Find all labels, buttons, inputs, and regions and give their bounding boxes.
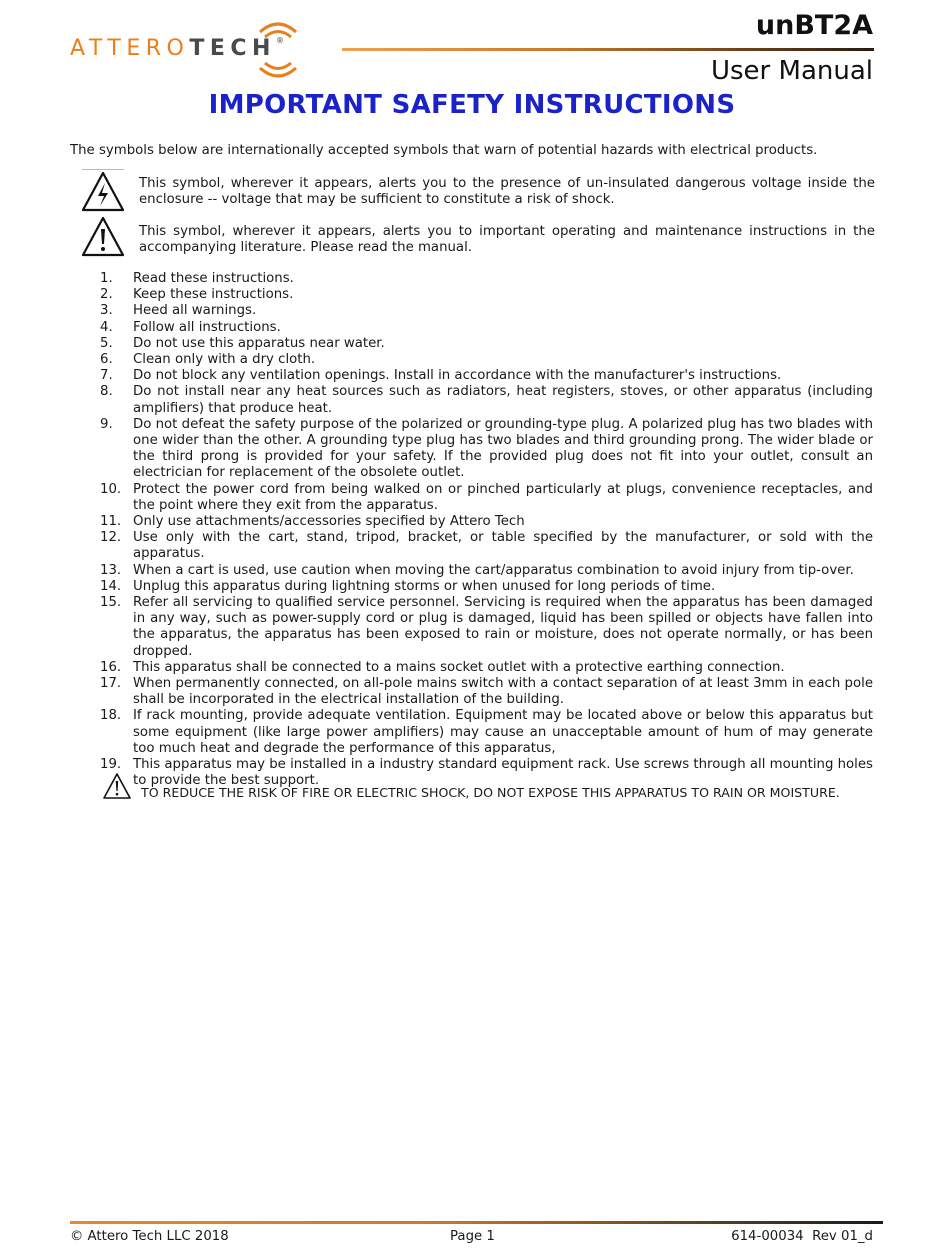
list-item: 1. Read these instructions. (100, 271, 294, 286)
attero-tech-logo (70, 18, 350, 82)
list-item: 7. Do not block any ventilation openings. Install in accordance with the manufacturer's instructions. (100, 368, 782, 384)
final-warning-text: TO REDUCE THE RISK OF FIRE OR ELECTRIC SHOCK, DO NOT EXPOSE THIS APPARATUS TO RAIN OR MOISTURE. (141, 785, 840, 800)
list-item: 17. When permanently connected, on all-pole mains switch with a contact separation of at least 3mm in each pole shall be incorporated in the electrical installation of the building. (100, 676, 873, 708)
final-warning (102, 772, 882, 802)
list-item: 2. Keep these instructions. (100, 287, 294, 303)
page-title: IMPORTANT SAFETY INSTRUCTIONS (208, 90, 736, 120)
list-item: 11. Only use attachments/accessories specified by Attero Tech (100, 514, 525, 530)
logo-wordmark-attero: ATTERO (70, 36, 190, 61)
footer-doc-number: 614-00034 Rev 01_d (731, 1229, 873, 1244)
safety-rules-list (70, 271, 873, 790)
header-rule (342, 48, 874, 51)
footer-page-number: Page 1 (450, 1229, 495, 1244)
list-item: 19. This apparatus may be installed in a industry standard equipment rack. Use screws through all mounting holes to provide the best support. (100, 757, 873, 789)
symbol-row-shock (80, 170, 875, 214)
logo-wordmark-tech: TECH (189, 36, 276, 61)
exclamation-warning-icon (80, 215, 126, 259)
document-type: User Manual (710, 56, 873, 86)
list-item: 14. Unplug this apparatus during lightning storms or when unused for long periods of time. (100, 578, 716, 594)
list-item: 9. Do not defeat the safety purpose of the polarized or grounding-type plug. A polarized plug has two blades with one wider than the other. A grounding type plug has two blades and third grounding prong. The wider blade or the third prong is provided for your safety. If the provided plug does not fit into your outlet, consult an electrician for replacement of the obsolete outlet. (100, 416, 873, 481)
list-item: 10. Protect the power cord from being walked on or pinched particularly at plugs, convenience receptacles, and the point where they exit from the apparatus. (100, 481, 873, 513)
symbol-caution-text: This symbol, wherever it appears, alerts you to important operating and maintenance instructions in the accompanying literature. Please read the manual. (139, 224, 875, 255)
list-item: 18. If rack mounting, provide adequate ventilation. Equipment may be located above or below this apparatus but some equipment (like large power amplifiers) may cause an unacceptable amount of hum of may generate too much heat and degrade the performance of this apparatus, (100, 708, 873, 756)
registered-mark: ® (275, 36, 284, 45)
list-item: 4. Follow all instructions. (100, 319, 281, 335)
list-item: 3. Heed all warnings. (100, 303, 257, 319)
product-name: unBT2A (755, 10, 873, 41)
footer-rule (70, 1221, 883, 1224)
list-item: 6. Clean only with a dry cloth. (100, 352, 316, 368)
list-item: 13. When a cart is used, use caution when moving the cart/apparatus combination to avoid injury from tip-over. (100, 562, 854, 578)
list-item: 8. Do not install near any heat sources such as radiators, heat registers, stoves, or other apparatus (including amplifiers) that produce heat. (100, 384, 873, 416)
logo-wordmark (70, 36, 284, 61)
lightning-warning-icon (80, 170, 126, 214)
list-item: 5. Do not use this apparatus near water. (100, 335, 385, 351)
list-item: 12. Use only with the cart, stand, tripod, bracket, or table specified by the manufacturer, or sold with the apparatus. (100, 530, 873, 562)
symbol-shock-text: This symbol, wherever it appears, alerts you to the presence of un-insulated dangerous voltage inside the enclosure -- voltage that may be sufficient to constitute a risk of shock. (139, 176, 875, 207)
symbol-row-caution (80, 215, 875, 259)
footer-copyright: © Attero Tech LLC 2018 (70, 1229, 229, 1244)
intro-paragraph: The symbols below are internationally accepted symbols that warn of potential hazards with electrical products. (70, 143, 818, 158)
list-item: 16. This apparatus shall be connected to a mains socket outlet with a protective earthing connection. (100, 659, 785, 675)
list-item: 15. Refer all servicing to qualified service personnel. Servicing is required when the apparatus has been damaged in any way, such as power-supply cord or plug is damaged, liquid has been spilled or objects have fallen into the apparatus, the apparatus has been exposed to rain or moisture, does not operate normally, or has been dropped. (100, 595, 873, 659)
exclamation-warning-icon (102, 772, 132, 800)
